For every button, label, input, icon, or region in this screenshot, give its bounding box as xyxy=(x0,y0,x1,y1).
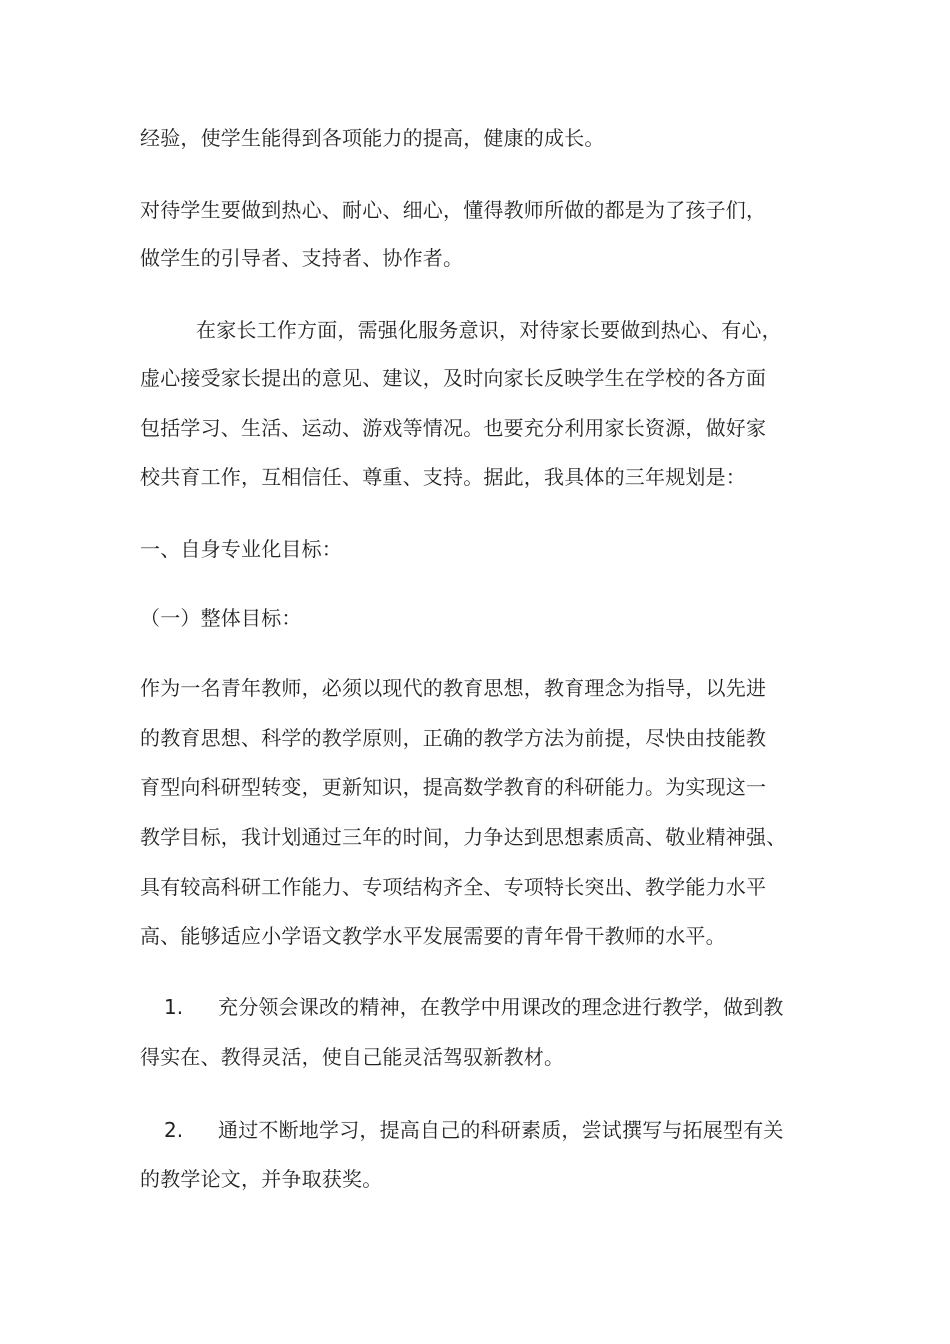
text-line: 对待学生要做到热心、耐心、细心，懂得教师所做的都是为了孩子们， xyxy=(140,198,767,222)
text-line: 包括学习、生活、运动、游戏等情况。也要充分利用家长资源，做好家 xyxy=(140,416,767,440)
text-line: 的教育思想、科学的教学原则，正确的教学方法为前提，尽快由技能教 xyxy=(140,726,767,750)
text-line: 具有较高科研工作能力、专项结构齐全、专项特长突出、教学能力水平 xyxy=(140,875,767,899)
text-line: 做学生的引导者、支持者、协作者。 xyxy=(140,246,464,270)
text-line: 教学目标，我计划通过三年的时间，力争达到思想素质高、敬业精神强、 xyxy=(140,825,787,849)
text-line: 作为一名青年教师，必须以现代的教育思想，教育理念为指导，以先进 xyxy=(140,676,767,700)
text-line: 育型向科研型转变，更新知识，提高数学教育的科研能力。为实现这一 xyxy=(140,775,767,799)
subsection-heading: （一）整体目标： xyxy=(140,606,302,630)
text-line: 高、能够适应小学语文教学水平发展需要的青年骨干教师的水平。 xyxy=(140,924,726,948)
list-number: 2. xyxy=(164,1118,184,1142)
list-number: 1. xyxy=(164,995,184,1019)
section-heading: 一、自身专业化目标： xyxy=(140,537,342,561)
text-line: 得实在、教得灵活，使自己能灵活驾驭新教材。 xyxy=(140,1045,565,1069)
text-line: 在家长工作方面，需强化服务意识，对待家长要做到热心、有心， xyxy=(196,318,782,342)
text-line: 校共育工作，互相信任、尊重、支持。据此，我具体的三年规划是： xyxy=(140,465,746,489)
text-line: 充分领会课改的精神，在教学中用课改的理念进行教学，做到教 xyxy=(218,995,784,1019)
text-line: 经验，使学生能得到各项能力的提高，健康的成长。 xyxy=(140,126,605,150)
text-line: 的教学论文，并争取获奖。 xyxy=(140,1167,383,1191)
text-line: 通过不断地学习，提高自己的科研素质，尝试撰写与拓展型有关 xyxy=(218,1118,784,1142)
text-line: 虚心接受家长提出的意见、建议，及时向家长反映学生在学校的各方面 xyxy=(140,366,767,390)
